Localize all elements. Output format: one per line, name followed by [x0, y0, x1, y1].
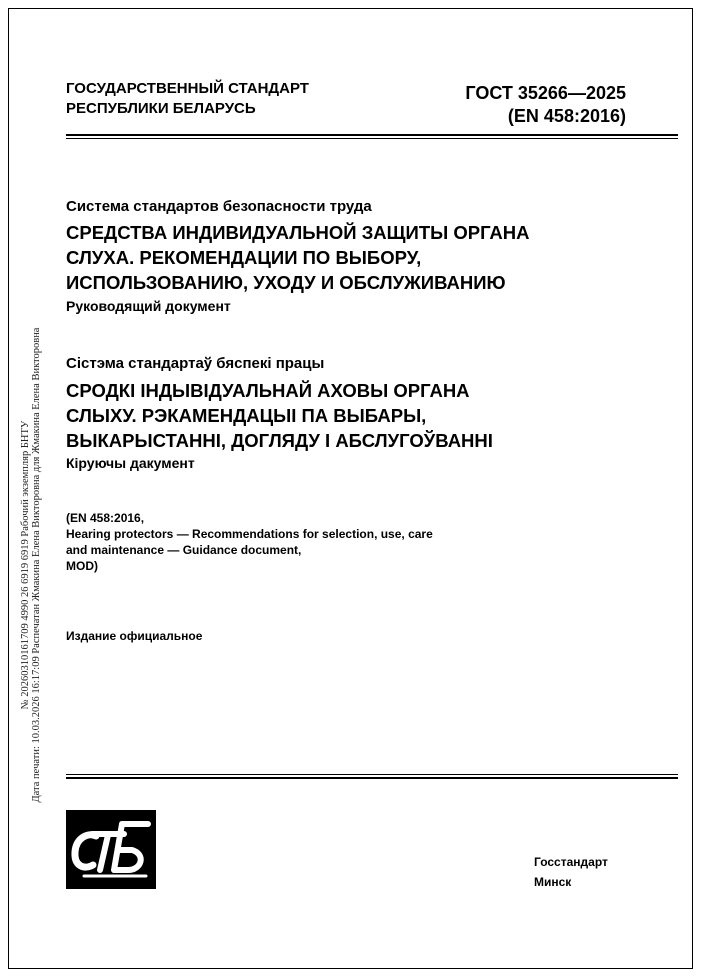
edition-note: Издание официальное	[66, 629, 203, 643]
ru-title	[66, 220, 530, 295]
en-reference-line-1: (EN 458:2016,	[66, 511, 145, 525]
en-reference-line-3: and maintenance — Guidance document,	[66, 543, 302, 557]
en-reference	[66, 510, 433, 574]
footer-rule-top	[66, 774, 678, 775]
en-reference-line-2: Hearing protectors — Recommendations for selection, use, care	[66, 527, 433, 541]
publisher-city: Минск	[534, 875, 572, 889]
standard-number: ГОСТ 35266—2025	[465, 83, 626, 103]
ru-title-line-2: СЛУХА. РЕКОМЕНДАЦИИ ПО ВЫБОРУ,	[66, 247, 422, 268]
ru-title-line-1: СРЕДСТВА ИНДИВИДУАЛЬНОЙ ЗАЩИТЫ ОРГАНА	[66, 222, 530, 243]
issuer-line-2: РЕСПУБЛИКИ БЕЛАРУСЬ	[66, 100, 256, 117]
en-reference-line-4: MOD)	[66, 559, 98, 573]
by-title-line-2: СЛЫХУ. РЭКАМЕНДАЦЫІ ПА ВЫБАРЫ,	[66, 405, 427, 426]
header-rule-bottom	[66, 138, 678, 139]
publisher	[534, 852, 608, 892]
by-doc-type: Кіруючы дакумент	[66, 455, 195, 471]
print-watermark	[8, 280, 54, 850]
watermark-line-1: № 20260310161709 4990 26 6919 6919 Рабочий экземпляр БНТУ	[20, 420, 31, 710]
standard-issuer	[66, 79, 309, 119]
gosstandart-logo	[66, 810, 156, 889]
ru-doc-type: Руководящий документ	[66, 298, 231, 314]
issuer-line-1: ГОСУДАРСТВЕННЫЙ СТАНДАРТ	[66, 80, 309, 97]
header-rule-top	[66, 134, 678, 136]
standard-code	[437, 82, 626, 128]
ru-series: Система стандартов безопасности труда	[66, 198, 372, 215]
ru-title-line-3: ИСПОЛЬЗОВАНИЮ, УХОДУ И ОБСЛУЖИВАНИЮ	[66, 272, 506, 293]
by-title-line-1: СРОДКІ ІНДЫВІДУАЛЬНАЙ АХОВЫ ОРГАНА	[66, 380, 470, 401]
publisher-org: Госстандарт	[534, 855, 608, 869]
standard-equivalent: (EN 458:2016)	[507, 106, 626, 126]
by-title-line-3: ВЫКАРЫСТАННІ, ДОГЛЯДУ І АБСЛУГОЎВАННІ	[66, 430, 493, 451]
watermark-line-2: Дата печати: 10.03.2026 16:17:09 Распечатан Жмакина Елена Викторовна для Жмакина Елена Викторовна	[31, 327, 42, 803]
footer-rule-bottom	[66, 777, 678, 779]
by-title	[66, 378, 493, 453]
by-series: Сістэма стандартаў бяспекі працы	[66, 355, 325, 372]
